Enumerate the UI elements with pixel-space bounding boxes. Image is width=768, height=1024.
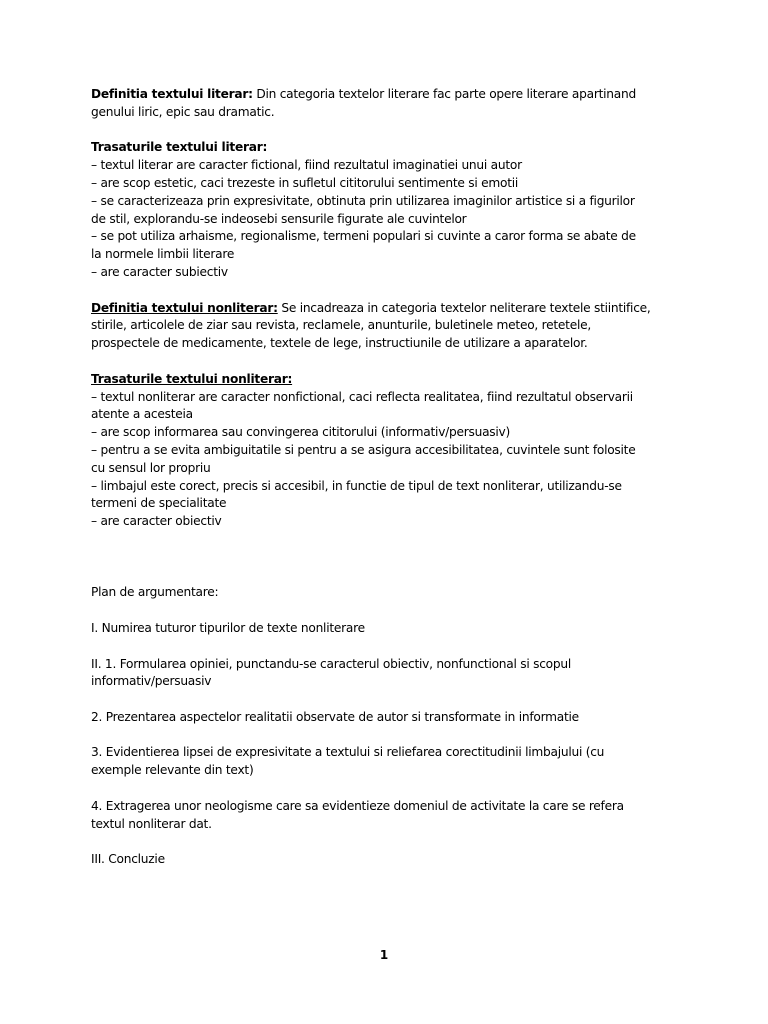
spacer [91, 833, 691, 851]
plan-item-5-line-2: textul nonliterar dat. [91, 816, 212, 831]
literary-trait-line: la normele limbii literare [91, 247, 235, 262]
literary-trait-line: – se caracterizeaza prin expresivitate, obtinuta prin utilizarea imaginilor artistice si a figurilor [91, 193, 635, 208]
spacer [91, 691, 691, 709]
literary-definition-label: Definitia textului literar: [91, 87, 253, 101]
plan-item-1: I. Numirea tuturor tipurilor de texte nonliterare [91, 620, 365, 635]
plan-item-2-line-2: informativ/persuasiv [91, 674, 212, 689]
spacer [91, 122, 691, 140]
nonliterary-definition-line-3: prospectele de medicamente, textele de lege, instructiunile de utilizare a aparatelor. [91, 336, 588, 351]
plan-item-5-line-1: 4. Extragerea unor neologisme care sa evidentieze domeniul de activitate la care se refera [91, 798, 624, 813]
literary-definition-text: Din categoria textelor literare fac parte opere literare apartinand [252, 87, 636, 101]
literary-trait-line: – textul literar are caracter fictional, fiind rezultatul imaginatiei unui autor [91, 158, 522, 173]
nonliterary-definition-line-1 [91, 300, 691, 318]
nonliterary-trait-line: cu sensul lor propriu [91, 460, 211, 475]
spacer [91, 282, 691, 300]
nonliterary-trait-line: – limbajul este corect, precis si accesibil, in functie de tipul de text nonliterar, utilizandu-se [91, 478, 622, 493]
nonliterary-trait-line: – are caracter obiectiv [91, 514, 222, 529]
nonliterary-definition-line-2: stirile, articolele de ziar sau revista, reclamele, anunturile, buletinele meteo, retetele, [91, 318, 591, 333]
spacer [91, 549, 691, 567]
plan-item-2-line-1: II. 1. Formularea opiniei, punctandu-se caracterul obiectiv, nonfunctional si scopul [91, 656, 571, 671]
spacer [91, 531, 691, 549]
literary-definition-line-1 [91, 86, 691, 104]
spacer [91, 602, 691, 620]
plan-item-6: III. Concluzie [91, 852, 165, 867]
literary-trait-line: de stil, explorandu-se indeosebi sensurile figurate ale cuvintelor [91, 211, 467, 226]
spacer [91, 567, 691, 585]
spacer [91, 727, 691, 745]
nonliterary-trait-line: – textul nonliterar are caracter nonfictional, caci reflecta realitatea, fiind rezultatul observarii [91, 389, 633, 404]
nonliterary-definition-label: Definitia textului nonliterar: [91, 300, 278, 315]
literary-trait-line: – se pot utiliza arhaisme, regionalisme, termeni populari si cuvinte a caror forma se abate de [91, 229, 636, 244]
plan-item-4-line-1: 3. Evidentierea lipsei de expresivitate a textului si reliefarea corectitudinii limbajului (cu [91, 745, 605, 760]
page-number: 1 [379, 948, 389, 962]
spacer [91, 780, 691, 798]
nonliterary-definition-text: Se incadreaza in categoria textelor neliterare textele stiintifice, [277, 300, 651, 315]
plan-item-4-line-2: exemple relevante din text) [91, 763, 254, 778]
nonliterary-trait-line: – pentru a se evita ambiguitatile si pentru a se asigura accesibilitatea, cuvintele sunt folosite [91, 442, 636, 457]
literary-trait-line: – are scop estetic, caci trezeste in sufletul cititorului sentimente si emotii [91, 175, 519, 190]
spacer [91, 638, 691, 656]
nonliterary-trait-line: – are scop informarea sau convingerea cititorului (informativ/persuasiv) [91, 425, 510, 440]
nonliterary-trait-line: termeni de specialitate [91, 496, 227, 511]
literary-trait-line: – are caracter subiectiv [91, 264, 228, 279]
spacer [91, 353, 691, 371]
plan-heading: Plan de argumentare: [91, 585, 219, 600]
document-body [91, 86, 691, 869]
plan-item-3: 2. Prezentarea aspectelor realitatii observate de autor si transformate in informatie [91, 709, 579, 724]
literary-definition-line-2: genului liric, epic sau dramatic. [91, 104, 275, 119]
nonliterary-trait-line: atente a acesteia [91, 407, 193, 422]
literary-traits-heading: Trasaturile textului literar: [91, 140, 268, 155]
nonliterary-traits-heading: Trasaturile textului nonliterar: [91, 371, 293, 386]
